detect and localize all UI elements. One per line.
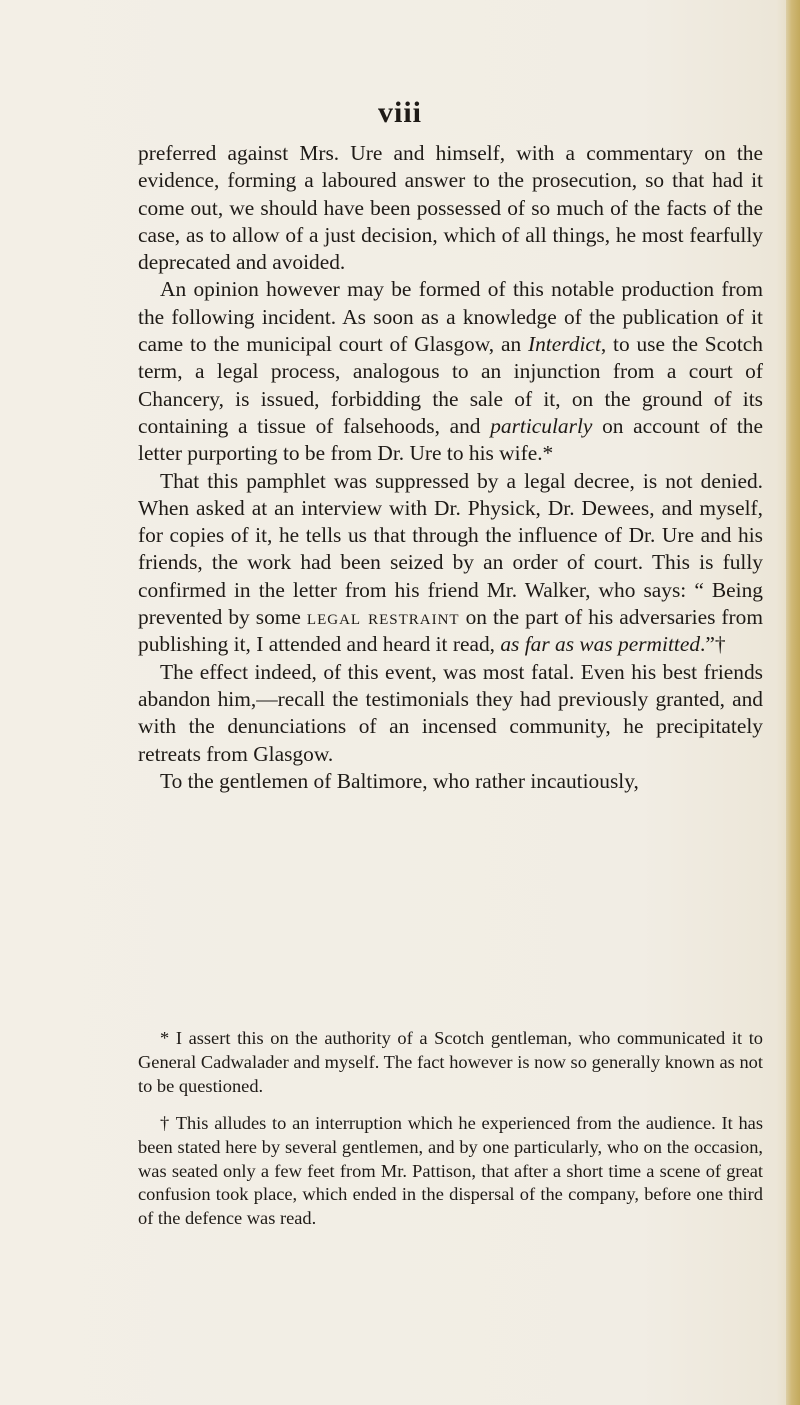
small-caps-legal-restraint: legal restraint: [306, 605, 460, 630]
paragraph-2-text-a: An opinion however may be formed of this notable production from the following incident. As soon as a knowledge of the publication of it came to the municipal court of Glasgow, an: [138, 277, 763, 357]
paragraph-3-text-c: .”†: [700, 632, 726, 657]
emphasis-interdict: Interdict: [527, 332, 601, 357]
paragraph-5: To the gentlemen of Baltimore, who rather incautiously,: [160, 768, 639, 793]
body-text: [138, 140, 763, 795]
page-number: viii: [377, 96, 422, 129]
paragraph-4: The effect indeed, of this event, was most fatal. Even his best friends abandon him,—recall the testimonials they had previously granted, and with the denunciations of an incensed community, he precipitately retreats from Glasgow.: [138, 659, 763, 766]
footnote-star: * I assert this on the authority of a Scotch gentleman, who communicated it to General Cadwalader and myself. The fact however is now so generally known as not to be questioned.: [138, 1028, 763, 1096]
paragraph-3: [138, 468, 763, 659]
footnotes: [138, 1027, 763, 1244]
footnote-dagger: † This alludes to an interruption which he experienced from the audience. It has been stated here by several gentlemen, and by one particularly, who on the occasion, was seated only a few feet from Mr. Pattison, that after a short time a scene of great confusion took place, which ended in the dispersal of the company, before one third of the defence was read.: [138, 1112, 763, 1229]
page-edge: [786, 0, 800, 1405]
paragraph-3-text-b: on the part of his adversaries from publishing it, I attended and heard it read,: [138, 605, 763, 657]
paragraph-1: preferred against Mrs. Ure and himself, with a commentary on the evidence, forming a laboured answer to the prosecution, so that had it come out, we should have been possessed of so much of the facts of the case, as to allow of a just decision, which of all things, he most fearfully deprecated and avoided.: [138, 141, 763, 275]
paragraph-2-text-b: , to use the Scotch term, a legal process, analogous to an injunction from a court of Chancery, is issued, forbidding the sale of it, on the ground of its containing a tissue of falsehoods, and: [138, 332, 763, 438]
emphasis-as-far-as-permitted: as far as was permitted: [500, 632, 701, 657]
paragraph-3-text-a: That this pamphlet was suppressed by a legal decree, is not denied. When asked at an interview with Dr. Physick, Dr. Dewees, and myself, for copies of it, he tells us that through the influence of Dr. Ure and his friends, the work had been seized by an order of court. This is fully confirmed in the letter from his friend Mr. Walker, who says: “ Being prevented by some: [138, 468, 763, 630]
paragraph-2-text-c: on account of the letter purporting to be from Dr. Ure to his wife.*: [138, 413, 763, 466]
paragraph-2: [138, 276, 763, 467]
emphasis-particularly: particularly: [490, 413, 593, 438]
